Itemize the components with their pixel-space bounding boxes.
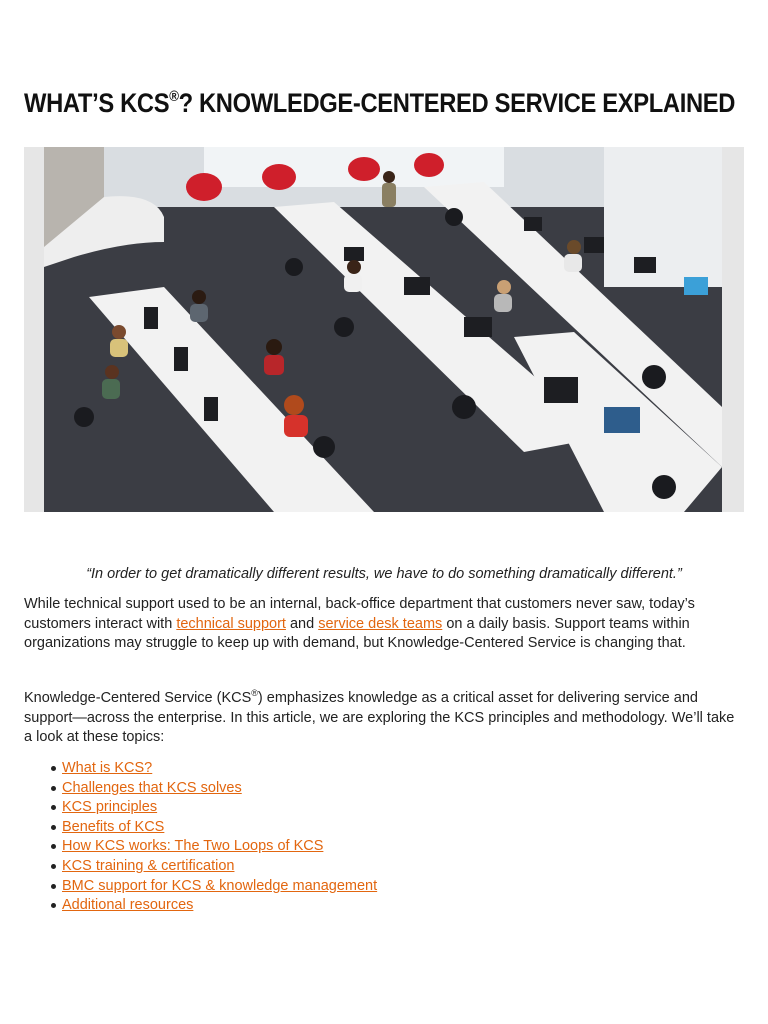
office-illustration bbox=[44, 147, 722, 512]
list-item bbox=[62, 837, 377, 857]
pull-quote: “In order to get dramatically different results, we have to do something dramatically different.” bbox=[86, 566, 682, 582]
topics-list bbox=[24, 759, 377, 916]
list-item bbox=[62, 877, 377, 897]
intro-text-b: and bbox=[285, 615, 319, 632]
hero-image-frame bbox=[24, 147, 744, 512]
intro-text-c: on a daily basis. Support teams within organizations may struggle to keep up with demand, but Knowledge-Centered Service is changing that. bbox=[24, 615, 690, 652]
hero-image-office bbox=[44, 147, 722, 512]
topic-link-additional-resources[interactable]: Additional resources bbox=[62, 897, 194, 914]
service-desk-teams-link[interactable]: service desk teams bbox=[318, 615, 443, 632]
technical-support-link[interactable]: technical support bbox=[176, 615, 286, 632]
list-item bbox=[62, 818, 377, 838]
topic-link-bmc-support[interactable]: BMC support for KCS & knowledge management bbox=[62, 877, 378, 894]
registered-mark: ® bbox=[169, 88, 179, 105]
intro-text-a: While technical support used to be an internal, back-office department that customers never saw, today’s customers interact with bbox=[24, 596, 695, 632]
topic-link-challenges[interactable]: Challenges that KCS solves bbox=[62, 779, 242, 796]
title-part-1: WHAT’S KCS bbox=[24, 88, 170, 118]
page-title bbox=[24, 88, 735, 119]
list-item bbox=[62, 857, 377, 877]
list-item bbox=[62, 798, 377, 818]
list-item bbox=[62, 779, 377, 799]
topic-link-what-is-kcs[interactable]: What is KCS? bbox=[62, 760, 153, 776]
topic-link-training[interactable]: KCS training & certification bbox=[62, 857, 235, 874]
overview-text-b: ) emphasizes knowledge as a critical asset for delivering service and support—across the enterprise. In this article, we are exploring the KCS principles and methodology. We’ll take a look at these topics: bbox=[24, 690, 735, 746]
overview-text-a: Knowledge-Centered Service (KCS bbox=[24, 690, 252, 706]
registered-mark-inline: ® bbox=[251, 688, 258, 698]
list-item bbox=[62, 759, 377, 779]
kcs-overview-paragraph bbox=[24, 689, 746, 748]
topic-link-principles[interactable]: KCS principles bbox=[62, 799, 158, 816]
list-item bbox=[62, 896, 377, 916]
intro-paragraph bbox=[24, 595, 746, 654]
title-part-2: ? KNOWLEDGE-CENTERED SERVICE EXPLAINED bbox=[178, 88, 736, 118]
topic-link-how-kcs-works[interactable]: How KCS works: The Two Loops of KCS bbox=[62, 838, 324, 855]
topic-link-benefits[interactable]: Benefits of KCS bbox=[62, 818, 165, 835]
